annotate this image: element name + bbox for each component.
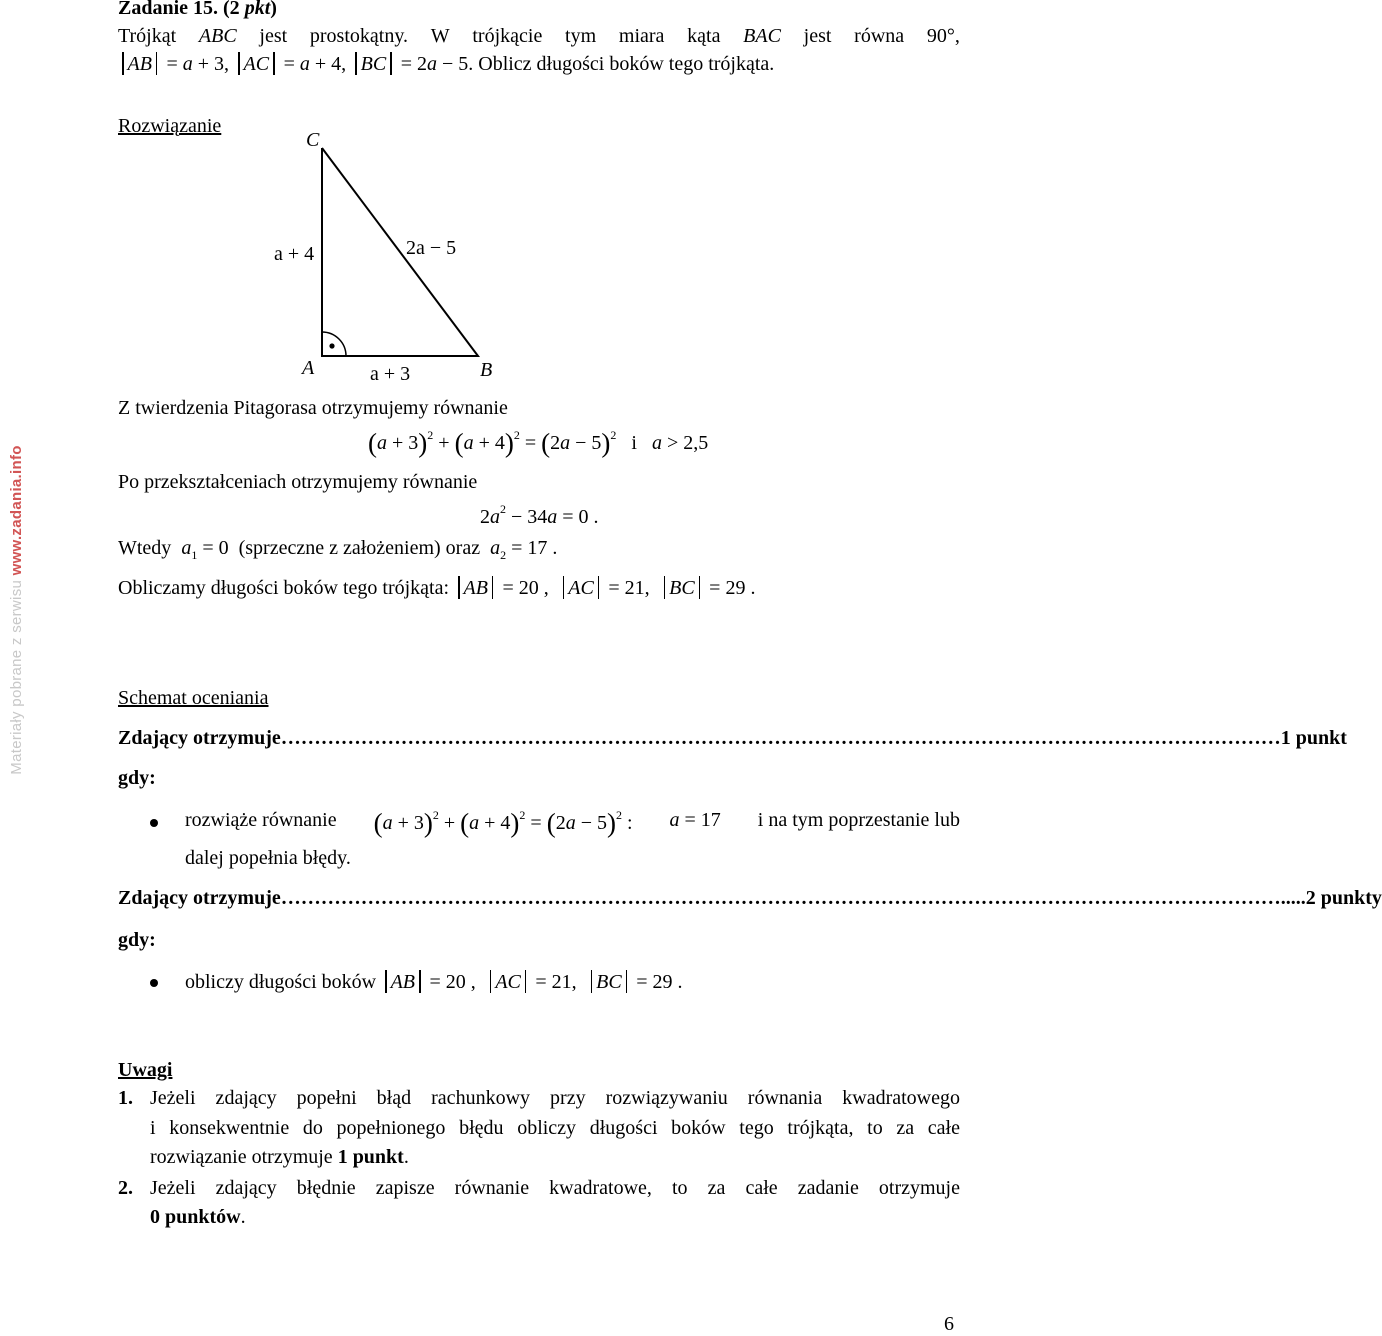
roots-line: Wtedy $a_1 = 0$ (sprzeczne z założeniem) oraz $a_2 = 17$ . [118,537,558,562]
note1-line3-end: . [403,1146,409,1168]
level2-criterion: obliczy długości boków AB = 20 , AC = 21, BC = 29 . [185,971,683,993]
pitagoras-intro: Z twierdzenia Pitagorasa otrzymujemy równanie [118,397,508,419]
level2-when: gdy: [118,929,156,951]
grading-level-1 [118,726,1347,750]
task-title [118,0,277,20]
contradiction-text: (sprzeczne z założeniem) oraz [238,537,481,559]
watermark-text [8,445,26,774]
level1-criterion: rozwiąże równanie $(a + 3)^2 + (a + 4)^2 = (2a - 5)^2$ : a = 17 i na tym poprzestanie lub [185,808,960,838]
notes-heading: Uwagi [118,1059,173,1081]
level2-dots: ……………………………………………………………………………………………………………………………………..... [280,887,1306,909]
task-line-1 [118,24,960,48]
side-bc-label: 2a − 5 [406,237,457,259]
wtedy-text: Wtedy [118,537,172,559]
lengths-intro: Obliczamy długości boków tego trójkąta: [118,577,450,599]
vertex-a-label: A [302,357,315,379]
grading-level-2 [118,886,1382,910]
level1-text: rozwiąże równanie [185,809,337,831]
level2-text: obliczy długości boków [185,971,377,993]
note2-line2-end: . [240,1206,246,1228]
watermark-sidebar [0,0,34,1334]
pitagoras-equation: $(a + 3)^2 + (a + 4)^2 = (2a - 5)^2$ i a > 2,5 [368,428,709,458]
vertex-c-label: C [306,129,320,151]
page-number: 6 [944,1313,954,1335]
side-ab-label: a + 3 [370,363,411,385]
note1-line2: i konsekwentnie do popełnionego błędu obliczy długości boków tego trójkąta, to za całe [150,1117,960,1139]
solution-heading: Rozwiązanie [118,115,222,137]
level2-label: Zdający otrzymuje [118,887,281,909]
transform-intro: Po przekształceniach otrzymujemy równanie [118,471,478,493]
watermark-prefix: Materiały pobrane z serwisu [8,575,25,775]
level1-when: gdy: [118,767,156,789]
note1-line1: Jeżeli zdający popełni błąd rachunkowy przy rozwiązywaniu równania kwadratowego [150,1087,960,1109]
right-angle-arc [322,332,346,356]
quadratic-equation: $2a^2 - 34a = 0$ . [480,502,599,528]
level1-tail: i na tym poprzestanie lub [757,809,960,831]
right-angle-dot [329,343,334,348]
task-word: tym [565,25,597,47]
task-word: trójkącie [472,25,543,47]
task-title-end: ) [270,0,277,19]
task-word: miara [618,25,665,47]
level2-points: 2 punkty [1305,887,1382,909]
task-word: 90°, [926,25,960,47]
level1-line2: dalej popełnia błędy. [185,847,351,869]
task-word: jest [259,25,288,47]
note2-points: 0 punktów [150,1206,241,1228]
task-word: jest [803,25,832,47]
task-word: kąta [687,25,721,47]
level1-points: 1 punkt [1280,727,1347,749]
task-title-text: Zadanie 15. (2 [118,0,245,19]
note1-line3-pre: rozwiązanie otrzymuje [150,1146,338,1168]
note2-number: 2. [118,1177,133,1199]
task-line-2: AB = a + 3, AC = a + 4, BC = 2a − 5. Oblicz długości boków tego trójkąta. [118,52,774,76]
note1-line3 [150,1145,409,1169]
task-word: ABC [198,25,237,47]
level1-dots: …………………………………………………………………………………………………………………………………… [280,727,1281,749]
side-ac-label: a + 4 [274,243,315,265]
lengths-line: Obliczamy długości boków tego trójkąta: AB = 20 , AC = 21, BC = 29 . [118,577,756,599]
vertex-b-label: B [480,359,493,381]
note2-line1: Jeżeli zdający błędnie zapisze równanie kwadratowe, to za całe zadanie otrzymuje [150,1177,960,1199]
level1-label: Zdający otrzymuje [118,727,281,749]
task-points: pkt [244,0,271,19]
watermark-link[interactable]: www.zadania.info [8,445,25,576]
task-word: BAC [743,25,781,47]
grading-heading: Schemat oceniania [118,687,269,709]
note2-line2 [150,1205,246,1229]
task-line-2-tail: . Oblicz długości boków tego trójkąta. [468,53,775,75]
task-word: W [430,25,450,47]
bullet-2 [150,979,158,987]
note1-points: 1 punkt [337,1146,404,1168]
task-word: Trójkąt [118,25,177,47]
bullet-1 [150,819,158,827]
task-word: równa [854,25,905,47]
task-word: prostokątny. [309,25,409,47]
note1-number: 1. [118,1087,133,1109]
